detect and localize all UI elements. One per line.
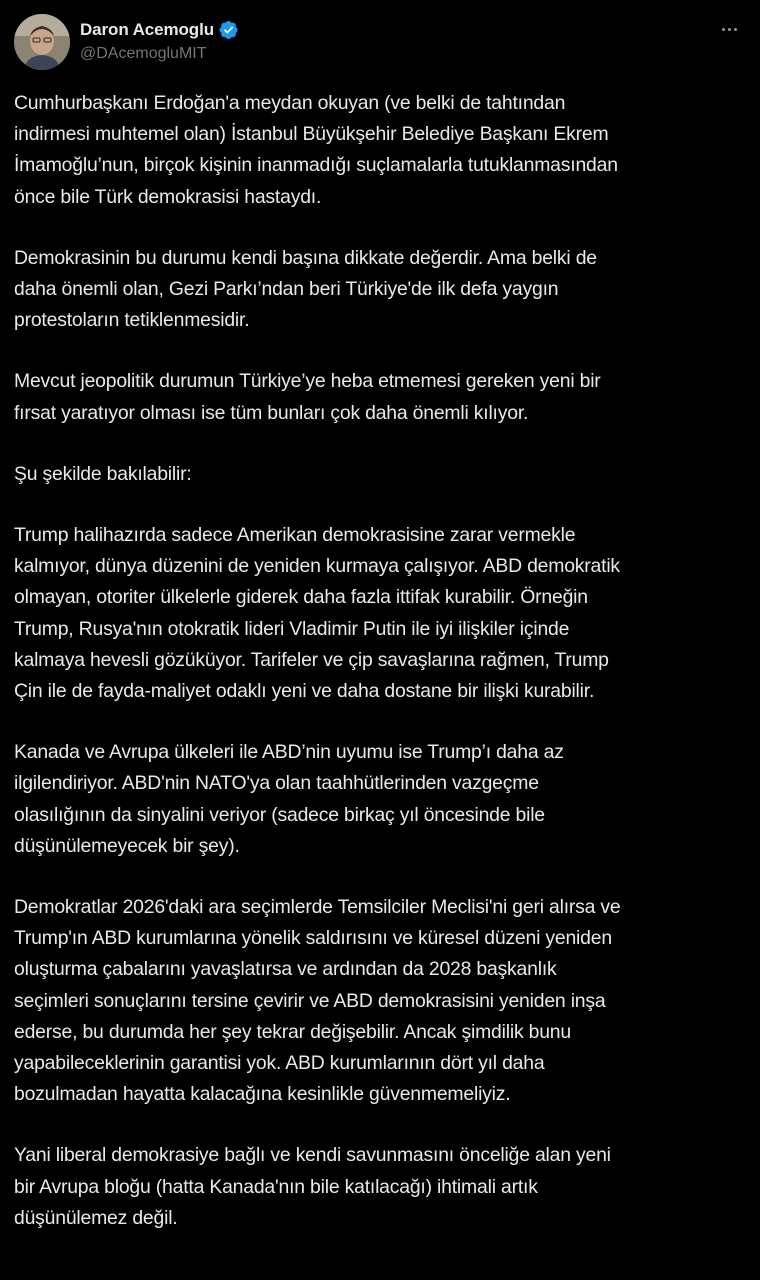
tweet-paragraph: Şu şekilde bakılabilir: — [14, 462, 192, 485]
tweet-header — [14, 14, 746, 74]
tweet-paragraph: Mevcut jeopolitik durumun Türkiye’ye heba etmemesi gereken yeni bir fırsat yaratıyor olması ise tüm bunları çok daha önemli kılıyor. — [14, 370, 601, 424]
tweet-paragraph: Yani liberal demokrasiye bağlı ve kendi savunmasını önceliğe alan yeni bir Avrupa bloğu (hatta Kanada'nın bile katılacağı) ihtimali artık düşünülemez değil. — [14, 1144, 611, 1229]
profile-photo-icon — [14, 14, 70, 70]
tweet-paragraph: Kanada ve Avrupa ülkeleri ile ABD’nin uyumu ise Trump’ı daha az ilgilendiriyor. ABD'nin NATO'ya olan taahhütlerinden vazgeçme olasılığının da sinyalini veriyor (sadece birkaç yıl öncesinde bile düşünülemeyecek bir şey). — [14, 741, 564, 857]
more-options-icon[interactable] — [716, 18, 742, 40]
author-display-name[interactable]: Daron Acemoglu — [80, 20, 214, 39]
avatar[interactable] — [14, 14, 70, 70]
author-name-row[interactable] — [80, 18, 239, 42]
tweet-paragraph: Cumhurbaşkanı Erdoğan'a meydan okuyan (ve belki de tahtından indirmesi muhtemel olan) İstanbul Büyükşehir Belediye Başkanı Ekrem İmamoğlu’nun, birçok kişinin inanmadığı suçlamalarla tutuklanmasından önce bile Türk demokrasisi hastaydı. — [14, 92, 618, 208]
verified-badge-icon[interactable] — [219, 20, 239, 40]
tweet-text — [14, 88, 756, 1264]
tweet-paragraph: Demokrasinin bu durumu kendi başına dikkate değerdir. Ama belki de daha önemli olan, Gezi Parkı’ndan beri Türkiye'de ilk defa yaygın protestoların tetiklenmesidir. — [14, 246, 597, 332]
tweet-paragraph: Trump halihazırda sadece Amerikan demokrasisine zarar vermekle kalmıyor, dünya düzenini de yeniden kurmaya çalışıyor. ABD demokratik olmayan, otoriter ülkelerle giderek daha fazla ittifak kurabilir. Örneğin Trump, Rusya'nın otokratik lideri Vladimir Putin ile iyi ilişkiler içinde kalmaya hevesli gözüküyor. Tarifeler ve çip savaşlarına rağmen, Trump Çin ile de fayda-maliyet odaklı yeni ve daha dostane bir ilişki kurabilir. — [14, 524, 620, 703]
author-handle[interactable]: @DAcemogluMIT — [80, 45, 207, 62]
tweet-paragraph: Demokratlar 2026'daki ara seçimlerde Temsilciler Meclisi'ni geri alırsa ve Trump'ın ABD kurumlarına yönelik saldırısını ve küresel düzeni yeniden oluşturma çabalarını yavaşlatırsa ve ardından da 2028 başkanlık seçimleri sonuçlarını tersine çevirir ve ABD demokrasisini yeniden inşa ederse, bu durumda her şey tekrar değişebilir. Ancak şimdilik bunu yapabileceklerinin garantisi yok. ABD kurumlarının dört yıl daha bozulmadan hayatta kalacağına kesinlikle güvenmemeliyiz. — [14, 896, 621, 1106]
